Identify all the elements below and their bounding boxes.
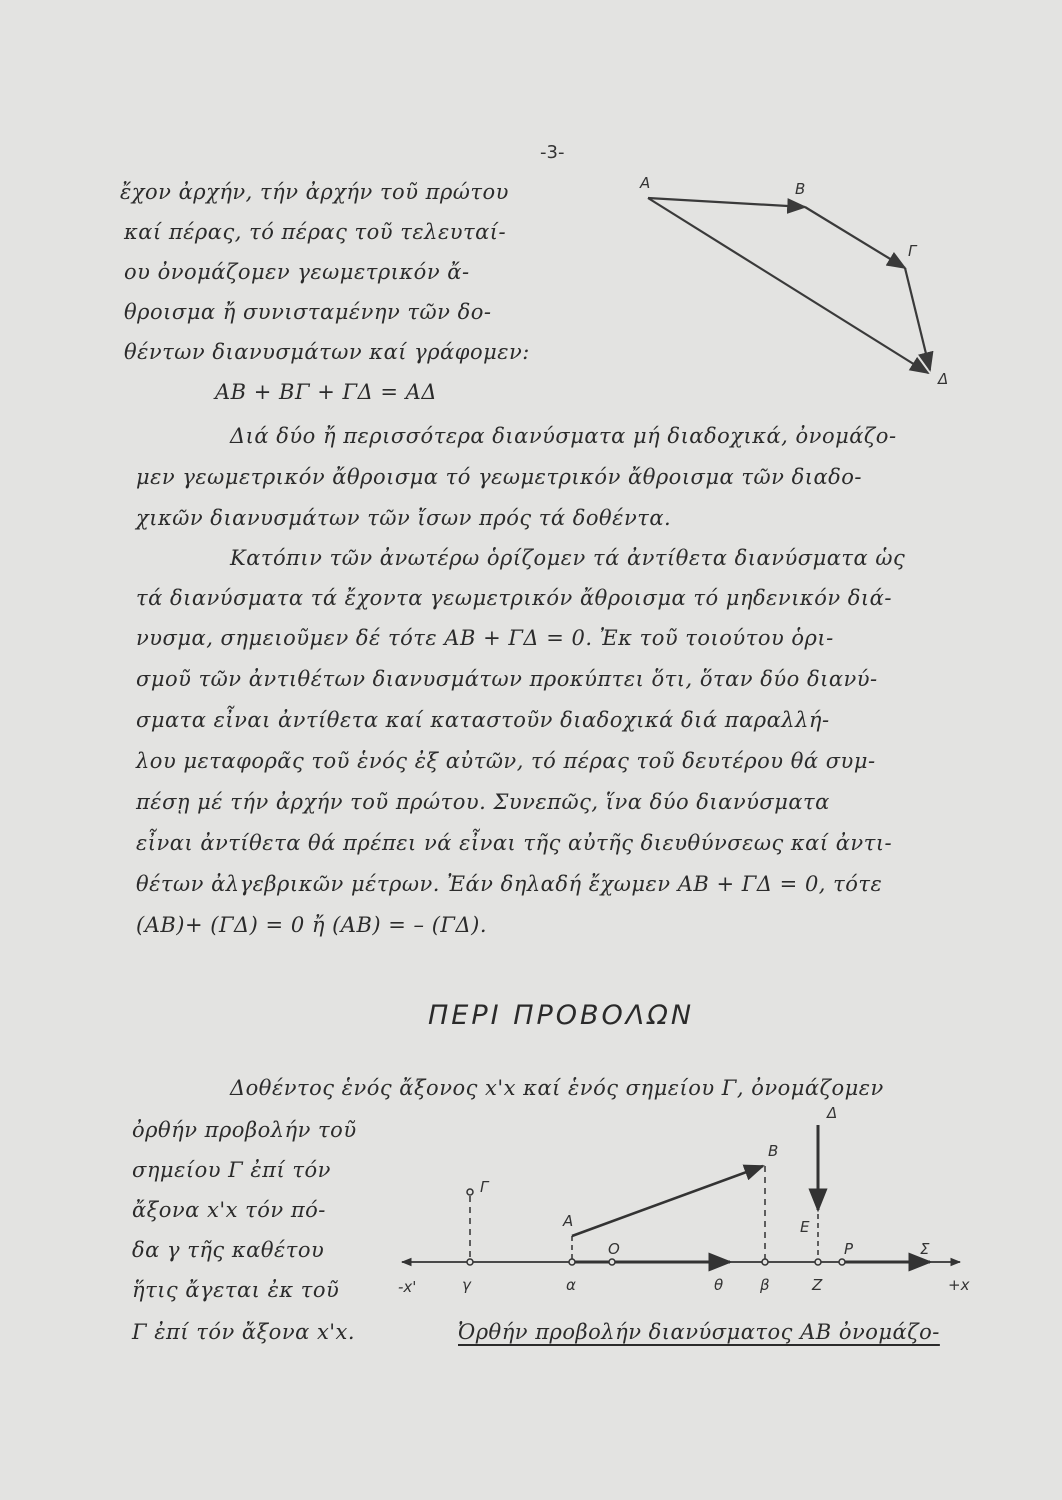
equation: AB + BΓ + ΓΔ = AΔ bbox=[215, 380, 438, 404]
text-line: σματα εἶναι ἀντίθετα καί καταστοῦν διαδοχικά διά παραλλή- bbox=[136, 708, 830, 732]
text-line: ἥτις ἄγεται ἐκ τοῦ bbox=[132, 1278, 340, 1302]
text-line-underlined: Ὀρθήν προβολήν διανύσματος AB ὀνομάζο- bbox=[458, 1320, 940, 1344]
text-line: σμοῦ τῶν ἀντιθέτων διανυσμάτων προκύπτει ὅτι, ὅταν δύο διανύ- bbox=[136, 667, 878, 691]
label-delta: Δ bbox=[938, 370, 949, 388]
text-line: θροισμα ἤ συνισταμένην τῶν δο- bbox=[124, 300, 492, 324]
text-line: Γ ἐπί τόν ἄξονα x'x. bbox=[132, 1320, 356, 1344]
text-line: δα γ τῆς καθέτου bbox=[132, 1238, 325, 1262]
label-b: B bbox=[768, 1142, 779, 1160]
label-alpha: α bbox=[566, 1276, 576, 1294]
text-line: (AB)+ (ΓΔ) = 0 ἤ (AB) = – (ΓΔ). bbox=[136, 913, 488, 937]
text-line: τά διανύσματα τά ἔχοντα γεωμετρικόν ἄθροισμα τό μηδενικόν διά- bbox=[136, 586, 892, 610]
text-line: ου ὀνομάζομεν γεωμετρικόν ἄ- bbox=[124, 260, 470, 284]
label-theta: θ bbox=[714, 1276, 724, 1294]
label-gamma: Γ bbox=[908, 242, 917, 260]
point-beta bbox=[762, 1259, 768, 1265]
text-line: καί πέρας, τό πέρας τοῦ τελευταί- bbox=[124, 220, 507, 244]
vector-ab-2 bbox=[572, 1166, 763, 1236]
page-number: -3- bbox=[540, 142, 565, 163]
text-line: Κατόπιν τῶν ἀνωτέρω ὁρίζομεν τά ἀντίθετα διανύσματα ὡς bbox=[230, 546, 906, 570]
text-line: ἄξονα x'x τόν πό- bbox=[132, 1198, 326, 1222]
text-line: Δοθέντος ἑνός ἄξονος x'x καί ἑνός σημείου Γ, ὀνομάζομεν bbox=[230, 1076, 884, 1100]
text-line: λου μεταφορᾶς τοῦ ἑνός ἐξ αὐτῶν, τό πέρας τοῦ δευτέρου θά συμ- bbox=[136, 749, 876, 773]
point-gamma bbox=[467, 1189, 473, 1195]
label-gamma-point: Γ bbox=[480, 1178, 489, 1196]
point-alpha bbox=[569, 1259, 575, 1265]
label-pos-x: +x bbox=[948, 1276, 970, 1294]
label-a: A bbox=[563, 1212, 574, 1230]
label-gamma-proj: γ bbox=[462, 1276, 471, 1294]
text-line: νυσμα, σημειοῦμεν δέ τότε AB + ΓΔ = 0. Ἐκ τοῦ τοιούτου ὁρι- bbox=[136, 626, 834, 650]
text-line: μεν γεωμετρικόν ἄθροισμα τό γεωμετρικόν ἄθροισμα τῶν διαδο- bbox=[136, 465, 863, 489]
point-z bbox=[815, 1259, 821, 1265]
label-origin: O bbox=[608, 1240, 620, 1258]
text-line: εἶναι ἀντίθετα θά πρέπει νά εἶναι τῆς αὐτῆς διευθύνσεως καί ἀντι- bbox=[136, 831, 893, 855]
text-line: σημείου Γ ἐπί τόν bbox=[132, 1158, 331, 1182]
section-title: ΠΕΡΙ ΠΡΟΒΟΛΩΝ bbox=[428, 1000, 695, 1031]
label-a: A bbox=[640, 174, 651, 192]
label-beta: β bbox=[760, 1276, 770, 1294]
text-line: πέσῃ μέ τήν ἀρχήν τοῦ πρώτου. Συνεπῶς, ἵνα δύο διανύσματα bbox=[136, 790, 830, 814]
point-origin bbox=[609, 1259, 615, 1265]
label-e: E bbox=[800, 1218, 810, 1236]
text-line: ὀρθήν προβολήν τοῦ bbox=[132, 1118, 357, 1142]
label-p: P bbox=[844, 1240, 854, 1258]
text-line: ἔχον ἀρχήν, τήν ἀρχήν τοῦ πρώτου bbox=[120, 180, 509, 204]
label-z: Z bbox=[812, 1276, 823, 1294]
label-b: B bbox=[795, 180, 806, 198]
text-line: θέντων διανυσμάτων καί γράφομεν: bbox=[124, 340, 530, 364]
text-line: θέτων ἀλγεβρικῶν μέτρων. Ἐάν δηλαδή ἔχωμεν AB + ΓΔ = 0, τότε bbox=[136, 872, 883, 896]
text-line: χικῶν διανυσμάτων τῶν ἴσων πρός τά δοθέντα. bbox=[136, 506, 672, 530]
text-line: Διά δύο ἤ περισσότερα διανύσματα μή διαδοχικά, ὀνομάζο- bbox=[230, 424, 897, 448]
label-delta: Δ bbox=[827, 1104, 838, 1122]
point-p bbox=[839, 1259, 845, 1265]
label-neg-x: -x' bbox=[398, 1278, 417, 1296]
point-gamma-proj bbox=[467, 1259, 473, 1265]
label-sigma: Σ bbox=[920, 1240, 930, 1258]
